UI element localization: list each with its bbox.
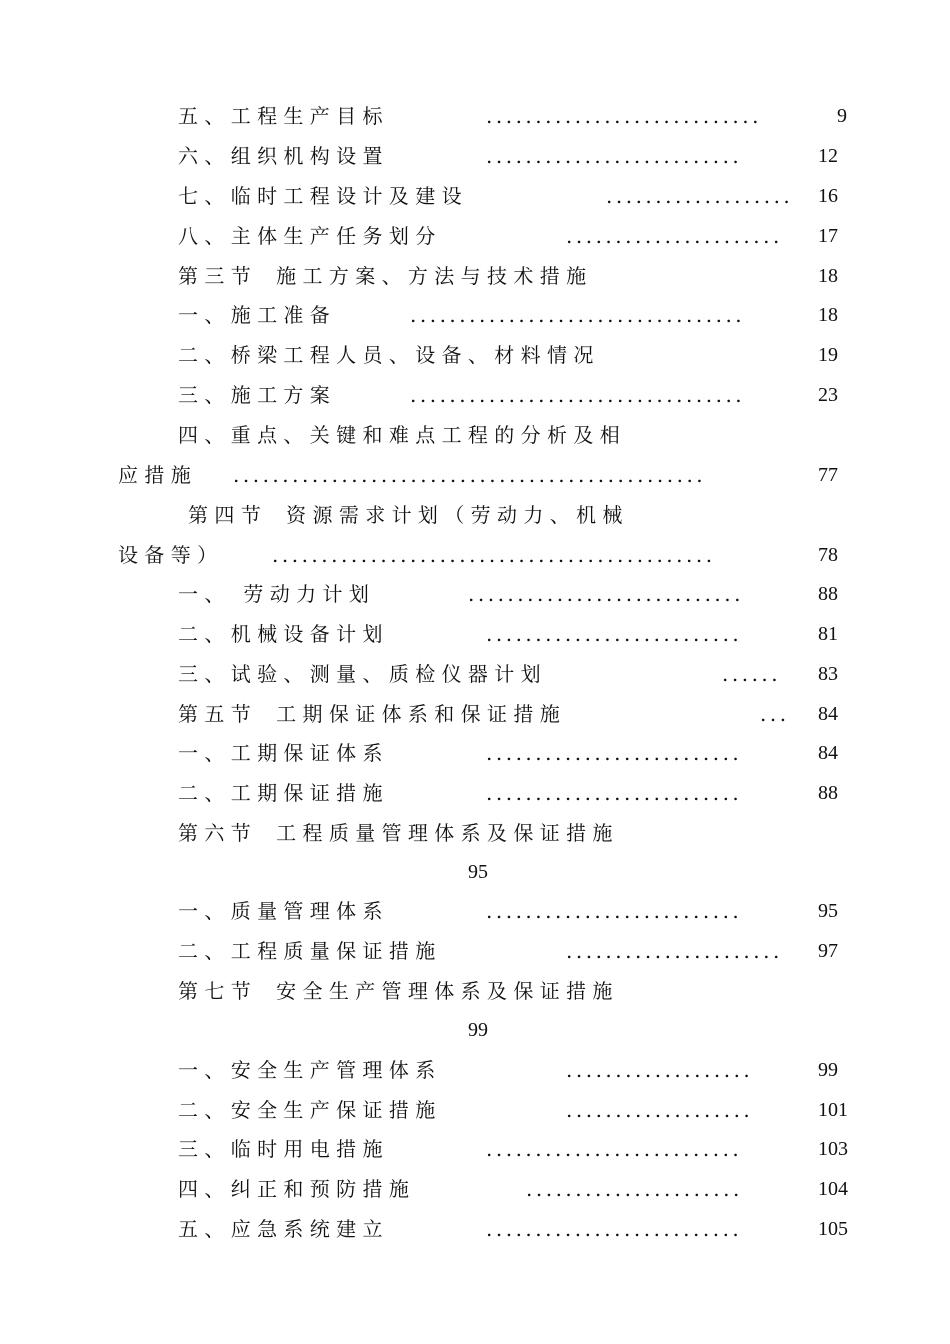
toc-entry-leader: ..........................: [486, 622, 743, 646]
toc-entry-title: 一 、 劳 动 力 计 划: [178, 582, 369, 606]
toc-section-title-cont: 设 备 等 ）: [118, 543, 218, 567]
toc-section-title: 第 五 节 工 期 保 证 体 系 和 保 证 措 施: [178, 702, 560, 726]
toc-entry-page: 97: [818, 940, 838, 962]
toc-entry-title-cont: 应 措 施: [118, 463, 191, 487]
toc-entry-leader: ..........................: [486, 741, 743, 765]
toc-entry-page: 81: [818, 623, 838, 645]
toc-entry-leader: .............................................: [272, 543, 716, 567]
toc-entry-title: 二 、 工 程 质 量 保 证 措 施: [178, 939, 436, 963]
toc-entry-leader: ......: [722, 662, 782, 686]
toc-entry-leader: ..................................: [410, 303, 746, 327]
toc-entry-title: 四 、 重 点 、 关 键 和 难 点 工 程 的 分 析 及 相: [178, 423, 620, 447]
toc-entry-title: 八 、 主 体 生 产 任 务 划 分: [178, 224, 436, 248]
toc-entry-page: 88: [818, 782, 838, 804]
toc-entry-leader: ..........................: [486, 781, 743, 805]
toc-entry-title: 一 、 工 期 保 证 体 系: [178, 741, 383, 765]
toc-entry-leader: ...................: [566, 1058, 754, 1082]
toc-entry-leader: ......................: [566, 224, 783, 248]
toc-entry-leader: ............................: [468, 582, 745, 606]
toc-entry-page: 104: [818, 1178, 848, 1200]
toc-entry-leader: ...................: [606, 184, 794, 208]
toc-entry-page: 78: [818, 544, 838, 566]
toc-entry-page: 83: [818, 663, 838, 685]
toc-entry-leader: ................................................: [233, 463, 707, 487]
toc-entry-title: 三 、 临 时 用 电 措 施: [178, 1137, 383, 1161]
toc-entry-title: 三 、 试 验 、 测 量 、 质 检 仪 器 计 划: [178, 662, 541, 686]
toc-entry-title: 二 、 安 全 生 产 保 证 措 施: [178, 1098, 436, 1122]
toc-entry-leader: ..................................: [410, 383, 746, 407]
toc-entry-title: 二 、 桥 梁 工 程 人 员 、 设 备 、 材 料 情 况: [178, 343, 594, 367]
toc-entry-page: 99: [818, 1059, 838, 1081]
toc-entry-page: 95: [468, 861, 488, 883]
toc-entry-page: 105: [818, 1218, 848, 1240]
toc-entry-leader: ...: [760, 702, 790, 726]
toc-entry-page: 101: [818, 1099, 848, 1121]
toc-entry-page: 99: [468, 1019, 488, 1041]
toc-section-title: 第 三 节 施 工 方 案 、 方 法 与 技 术 措 施: [178, 264, 587, 288]
toc-section-title: 第 六 节 工 程 质 量 管 理 体 系 及 保 证 措 施: [178, 821, 613, 845]
toc-entry-page: 88: [818, 583, 838, 605]
toc-entry-page: 77: [818, 464, 838, 486]
toc-entry-title: 四 、 纠 正 和 预 防 措 施: [178, 1177, 409, 1201]
toc-entry-title: 五 、 应 急 系 统 建 立: [178, 1217, 383, 1241]
toc-section-title: 第 七 节 安 全 生 产 管 理 体 系 及 保 证 措 施: [178, 979, 613, 1003]
toc-entry-leader: ..........................: [486, 1137, 743, 1161]
toc-entry-page: 103: [818, 1138, 848, 1160]
toc-entry-page: 16: [818, 185, 838, 207]
toc-entry-page: 9: [837, 105, 847, 127]
toc-entry-leader: ............................: [486, 104, 763, 128]
toc-entry-leader: ......................: [526, 1177, 743, 1201]
toc-entry-leader: ......................: [566, 939, 783, 963]
toc-entry-page: 18: [818, 304, 838, 326]
toc-entry-title: 一 、 安 全 生 产 管 理 体 系: [178, 1058, 436, 1082]
toc-entry-title: 六 、 组 织 机 构 设 置: [178, 144, 383, 168]
toc-entry-leader: ...................: [566, 1098, 754, 1122]
toc-entry-page: 18: [818, 265, 838, 287]
toc-entry-title: 七 、 临 时 工 程 设 计 及 建 设: [178, 184, 462, 208]
toc-entry-leader: ..........................: [486, 899, 743, 923]
toc-entry-title: 二 、 机 械 设 备 计 划: [178, 622, 383, 646]
toc-entry-title: 三 、 施 工 方 案: [178, 383, 330, 407]
toc-section-title: 第 四 节 资 源 需 求 计 划 （ 劳 动 力 、 机 械: [188, 503, 623, 527]
toc-entry-page: 19: [818, 344, 838, 366]
toc-entry-page: 95: [818, 900, 838, 922]
toc-entry-page: 12: [818, 145, 838, 167]
toc-entry-page: 84: [818, 742, 838, 764]
toc-entry-title: 一 、 质 量 管 理 体 系: [178, 899, 383, 923]
toc-entry-title: 二 、 工 期 保 证 措 施: [178, 781, 383, 805]
toc-entry-title: 一 、 施 工 准 备: [178, 303, 330, 327]
toc-entry-leader: ..........................: [486, 144, 743, 168]
toc-entry-page: 23: [818, 384, 838, 406]
toc-entry-title: 五 、 工 程 生 产 目 标: [178, 104, 383, 128]
toc-entry-leader: ..........................: [486, 1217, 743, 1241]
toc-entry-page: 84: [818, 703, 838, 725]
toc-entry-page: 17: [818, 225, 838, 247]
